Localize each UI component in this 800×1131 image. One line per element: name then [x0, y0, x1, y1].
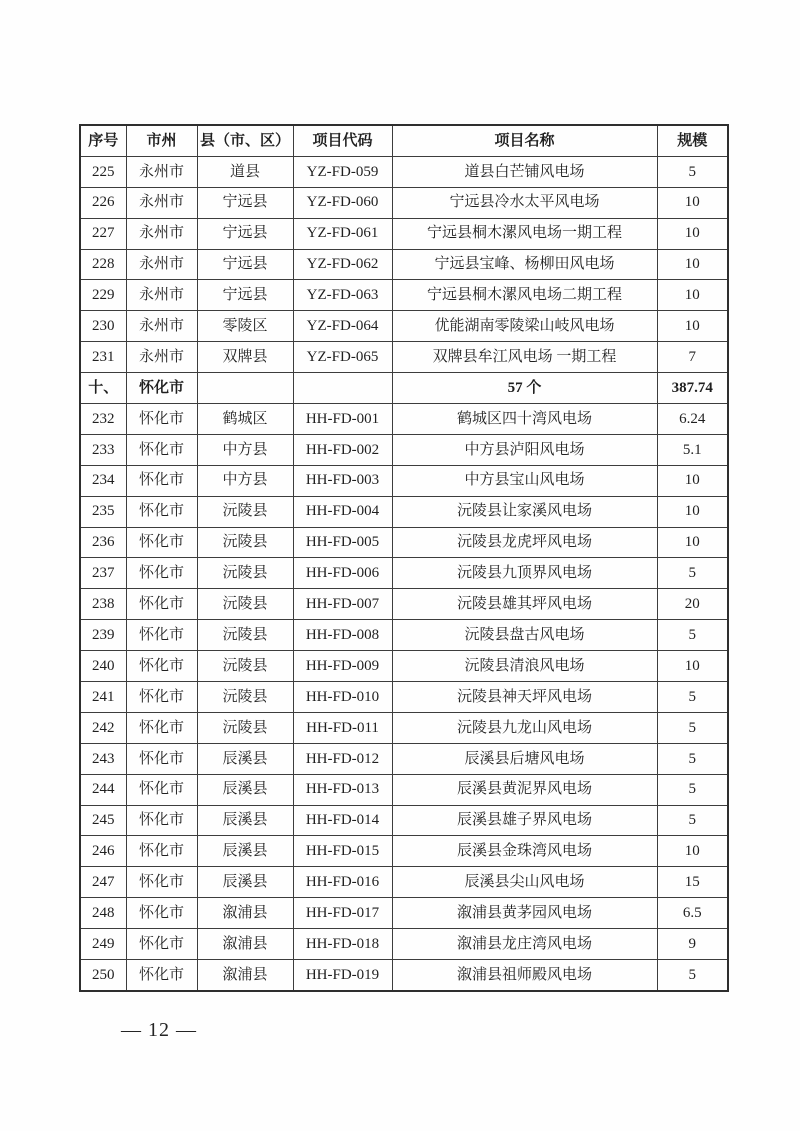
cell-city: 怀化市	[126, 434, 197, 465]
cell-county: 溆浦县	[197, 960, 293, 991]
cell-scale: 6.5	[657, 898, 728, 929]
cell-city: 怀化市	[126, 589, 197, 620]
table-body	[80, 156, 728, 991]
cell-city: 怀化市	[126, 373, 197, 404]
cell-no: 245	[80, 805, 126, 836]
cell-city: 怀化市	[126, 651, 197, 682]
cell-no: 225	[80, 156, 126, 187]
cell-county: 沅陵县	[197, 651, 293, 682]
cell-no: 235	[80, 496, 126, 527]
cell-name: 辰溪县尖山风电场	[392, 867, 657, 898]
cell-county: 宁远县	[197, 187, 293, 218]
column-header-0: 序号	[80, 125, 126, 156]
cell-name: 鹤城区四十湾风电场	[392, 404, 657, 435]
table-row	[80, 342, 728, 373]
cell-scale: 10	[657, 280, 728, 311]
cell-name: 溆浦县祖师殿风电场	[392, 960, 657, 991]
cell-code: HH-FD-017	[293, 898, 392, 929]
cell-no: 243	[80, 743, 126, 774]
cell-code: YZ-FD-065	[293, 342, 392, 373]
cell-name: 辰溪县黄泥界风电场	[392, 774, 657, 805]
table-row	[80, 249, 728, 280]
cell-city: 怀化市	[126, 496, 197, 527]
cell-no: 237	[80, 558, 126, 589]
table-row	[80, 311, 728, 342]
cell-county: 宁远县	[197, 218, 293, 249]
cell-scale: 10	[657, 311, 728, 342]
cell-county: 沅陵县	[197, 682, 293, 713]
cell-name: 双牌县牟江风电场 一期工程	[392, 342, 657, 373]
cell-no: 248	[80, 898, 126, 929]
cell-no: 234	[80, 465, 126, 496]
cell-code: YZ-FD-060	[293, 187, 392, 218]
cell-city: 怀化市	[126, 712, 197, 743]
cell-scale: 10	[657, 187, 728, 218]
cell-scale: 5	[657, 620, 728, 651]
cell-name: 宁远县桐木漯风电场一期工程	[392, 218, 657, 249]
table-row	[80, 898, 728, 929]
column-header-1: 市州	[126, 125, 197, 156]
cell-no: 249	[80, 929, 126, 960]
cell-scale: 5	[657, 743, 728, 774]
table-row	[80, 682, 728, 713]
cell-scale: 5	[657, 156, 728, 187]
cell-scale: 6.24	[657, 404, 728, 435]
cell-no: 230	[80, 311, 126, 342]
cell-name: 沅陵县九顶界风电场	[392, 558, 657, 589]
cell-code: HH-FD-013	[293, 774, 392, 805]
cell-county: 辰溪县	[197, 836, 293, 867]
cell-county: 沅陵县	[197, 712, 293, 743]
cell-name: 沅陵县龙虎坪风电场	[392, 527, 657, 558]
cell-scale: 5	[657, 805, 728, 836]
cell-no: 228	[80, 249, 126, 280]
table-row	[80, 589, 728, 620]
cell-code: HH-FD-015	[293, 836, 392, 867]
cell-name: 辰溪县金珠湾风电场	[392, 836, 657, 867]
column-header-4: 项目名称	[392, 125, 657, 156]
cell-code: HH-FD-008	[293, 620, 392, 651]
table-row	[80, 218, 728, 249]
cell-county: 鹤城区	[197, 404, 293, 435]
cell-county: 辰溪县	[197, 867, 293, 898]
cell-scale: 10	[657, 836, 728, 867]
table-row	[80, 805, 728, 836]
cell-city: 怀化市	[126, 774, 197, 805]
cell-name: 57 个	[392, 373, 657, 404]
cell-code: HH-FD-012	[293, 743, 392, 774]
cell-county: 宁远县	[197, 249, 293, 280]
cell-name: 辰溪县后塘风电场	[392, 743, 657, 774]
cell-name: 中方县泸阳风电场	[392, 434, 657, 465]
cell-city: 怀化市	[126, 558, 197, 589]
cell-name: 溆浦县龙庄湾风电场	[392, 929, 657, 960]
cell-no: 242	[80, 712, 126, 743]
cell-no: 241	[80, 682, 126, 713]
cell-county: 沅陵县	[197, 527, 293, 558]
table-row	[80, 620, 728, 651]
cell-no: 239	[80, 620, 126, 651]
cell-scale: 5	[657, 682, 728, 713]
cell-city: 怀化市	[126, 682, 197, 713]
cell-scale: 10	[657, 527, 728, 558]
cell-county: 宁远县	[197, 280, 293, 311]
cell-county: 沅陵县	[197, 496, 293, 527]
cell-name: 道县白芒铺风电场	[392, 156, 657, 187]
cell-name: 沅陵县盘古风电场	[392, 620, 657, 651]
table-row	[80, 434, 728, 465]
cell-city: 永州市	[126, 249, 197, 280]
cell-city: 怀化市	[126, 527, 197, 558]
cell-code: HH-FD-014	[293, 805, 392, 836]
cell-code: HH-FD-010	[293, 682, 392, 713]
cell-scale: 7	[657, 342, 728, 373]
table-row	[80, 774, 728, 805]
cell-city: 怀化市	[126, 743, 197, 774]
cell-code: YZ-FD-063	[293, 280, 392, 311]
cell-code: YZ-FD-061	[293, 218, 392, 249]
cell-scale: 5	[657, 558, 728, 589]
cell-name: 辰溪县雄子界风电场	[392, 805, 657, 836]
table-row	[80, 743, 728, 774]
cell-county: 辰溪县	[197, 743, 293, 774]
cell-county: 溆浦县	[197, 898, 293, 929]
cell-no: 227	[80, 218, 126, 249]
cell-city: 怀化市	[126, 898, 197, 929]
cell-name: 沅陵县九龙山风电场	[392, 712, 657, 743]
table-row	[80, 187, 728, 218]
cell-code: HH-FD-006	[293, 558, 392, 589]
table-row	[80, 280, 728, 311]
cell-no: 238	[80, 589, 126, 620]
cell-county: 溆浦县	[197, 929, 293, 960]
cell-city: 怀化市	[126, 929, 197, 960]
cell-code: HH-FD-003	[293, 465, 392, 496]
cell-scale: 5	[657, 774, 728, 805]
wind-projects-table	[79, 124, 729, 992]
cell-code	[293, 373, 392, 404]
cell-code: HH-FD-016	[293, 867, 392, 898]
cell-scale: 10	[657, 465, 728, 496]
table-row	[80, 496, 728, 527]
cell-scale: 20	[657, 589, 728, 620]
cell-code: HH-FD-011	[293, 712, 392, 743]
table-row	[80, 960, 728, 991]
table-row	[80, 527, 728, 558]
cell-scale: 5.1	[657, 434, 728, 465]
cell-county: 沅陵县	[197, 620, 293, 651]
cell-no: 233	[80, 434, 126, 465]
cell-county: 中方县	[197, 465, 293, 496]
table-row	[80, 712, 728, 743]
cell-city: 怀化市	[126, 836, 197, 867]
cell-no: 240	[80, 651, 126, 682]
cell-no: 十、	[80, 373, 126, 404]
cell-city: 永州市	[126, 156, 197, 187]
cell-scale: 15	[657, 867, 728, 898]
cell-city: 怀化市	[126, 867, 197, 898]
cell-name: 沅陵县雄其坪风电场	[392, 589, 657, 620]
cell-city: 永州市	[126, 311, 197, 342]
cell-city: 永州市	[126, 280, 197, 311]
cell-county: 中方县	[197, 434, 293, 465]
cell-scale: 5	[657, 960, 728, 991]
cell-city: 怀化市	[126, 465, 197, 496]
cell-no: 246	[80, 836, 126, 867]
section-summary-row	[80, 373, 728, 404]
cell-city: 永州市	[126, 187, 197, 218]
cell-name: 宁远县宝峰、杨柳田风电场	[392, 249, 657, 280]
cell-county: 沅陵县	[197, 589, 293, 620]
cell-city: 永州市	[126, 342, 197, 373]
cell-code: HH-FD-007	[293, 589, 392, 620]
table-row	[80, 404, 728, 435]
cell-county: 道县	[197, 156, 293, 187]
column-header-2: 县（市、区）	[197, 125, 293, 156]
cell-code: HH-FD-004	[293, 496, 392, 527]
cell-county: 辰溪县	[197, 805, 293, 836]
page-number: — 12 —	[121, 1019, 197, 1041]
cell-city: 怀化市	[126, 620, 197, 651]
cell-city: 怀化市	[126, 805, 197, 836]
column-header-5: 规模	[657, 125, 728, 156]
cell-name: 沅陵县神天坪风电场	[392, 682, 657, 713]
cell-code: HH-FD-001	[293, 404, 392, 435]
cell-county	[197, 373, 293, 404]
cell-code: YZ-FD-064	[293, 311, 392, 342]
cell-name: 优能湖南零陵梁山岐风电场	[392, 311, 657, 342]
cell-name: 溆浦县黄茅园风电场	[392, 898, 657, 929]
table-row	[80, 836, 728, 867]
cell-scale: 387.74	[657, 373, 728, 404]
cell-no: 244	[80, 774, 126, 805]
cell-no: 247	[80, 867, 126, 898]
cell-city: 永州市	[126, 218, 197, 249]
cell-code: HH-FD-002	[293, 434, 392, 465]
cell-scale: 10	[657, 651, 728, 682]
cell-name: 宁远县桐木漯风电场二期工程	[392, 280, 657, 311]
table-row	[80, 867, 728, 898]
cell-code: HH-FD-019	[293, 960, 392, 991]
cell-no: 231	[80, 342, 126, 373]
table-row	[80, 156, 728, 187]
cell-scale: 9	[657, 929, 728, 960]
cell-city: 怀化市	[126, 404, 197, 435]
cell-city: 怀化市	[126, 960, 197, 991]
cell-scale: 5	[657, 712, 728, 743]
table-row	[80, 558, 728, 589]
column-header-3: 项目代码	[293, 125, 392, 156]
cell-no: 236	[80, 527, 126, 558]
cell-no: 250	[80, 960, 126, 991]
cell-county: 双牌县	[197, 342, 293, 373]
cell-name: 中方县宝山风电场	[392, 465, 657, 496]
cell-name: 沅陵县让家溪风电场	[392, 496, 657, 527]
cell-scale: 10	[657, 496, 728, 527]
cell-no: 232	[80, 404, 126, 435]
cell-code: YZ-FD-059	[293, 156, 392, 187]
cell-county: 零陵区	[197, 311, 293, 342]
cell-scale: 10	[657, 218, 728, 249]
cell-name: 宁远县冷水太平风电场	[392, 187, 657, 218]
table-row	[80, 651, 728, 682]
cell-county: 沅陵县	[197, 558, 293, 589]
cell-code: HH-FD-005	[293, 527, 392, 558]
table-row	[80, 929, 728, 960]
cell-no: 226	[80, 187, 126, 218]
cell-code: HH-FD-009	[293, 651, 392, 682]
table-row	[80, 465, 728, 496]
cell-scale: 10	[657, 249, 728, 280]
cell-no: 229	[80, 280, 126, 311]
cell-code: YZ-FD-062	[293, 249, 392, 280]
table-header-row	[80, 125, 728, 156]
cell-code: HH-FD-018	[293, 929, 392, 960]
cell-county: 辰溪县	[197, 774, 293, 805]
cell-name: 沅陵县清浪风电场	[392, 651, 657, 682]
